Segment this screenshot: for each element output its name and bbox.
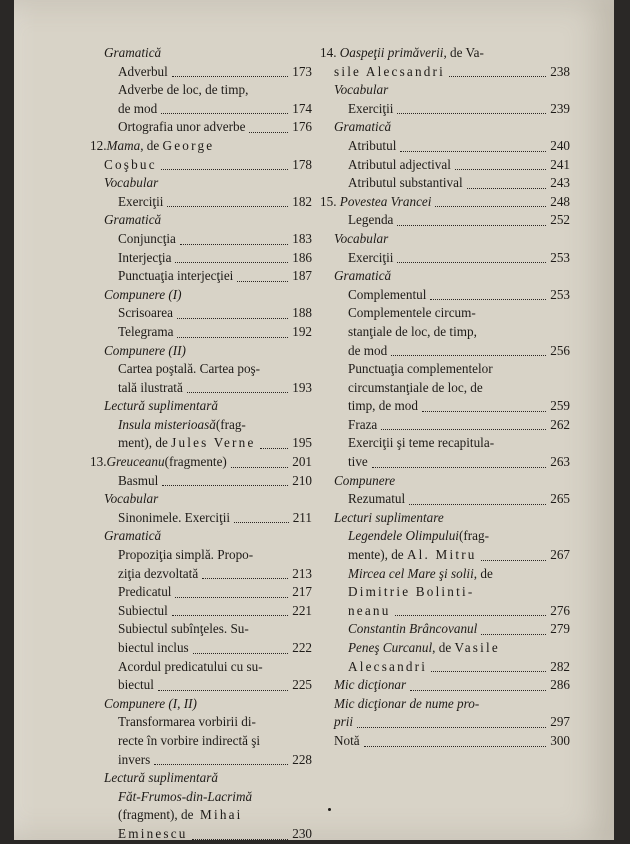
toc-entry-line: Peneş Curcanul , de Vasile xyxy=(348,640,500,655)
toc-entry: Punctuaţia interjecţiei 187 xyxy=(118,268,312,284)
toc-entry-line: Adverbe de loc, de timp, xyxy=(118,82,249,98)
toc-entry: Complementul 253 xyxy=(348,286,570,302)
chapter-entry: Coşbuc 178 xyxy=(104,156,312,172)
section-heading: Vocabular xyxy=(334,82,389,98)
section-heading: Lectură suplimentară xyxy=(104,770,218,786)
toc-entry: Notă 300 xyxy=(334,732,570,748)
toc-entry: Fraza 262 xyxy=(348,416,570,432)
toc-entry: Constantin Brâncovanul 279 xyxy=(348,621,570,637)
section-heading: Lecturi suplimentare xyxy=(334,509,444,525)
toc-entry: de mod 174 xyxy=(118,100,312,116)
toc-entry: Sinonimele. Exerciţii 211 xyxy=(118,509,312,525)
section-heading: Gramatică xyxy=(104,528,162,544)
toc-entry: biectul 225 xyxy=(118,677,312,693)
toc-entry: Telegrama 192 xyxy=(118,323,312,339)
section-heading: Compunere (I) xyxy=(104,286,182,302)
toc-entry-line: (fragment), de Mihai xyxy=(118,807,243,823)
toc-entry: Conjuncţia 183 xyxy=(118,230,312,246)
toc-entry: Mic dicţionar 286 xyxy=(334,677,570,693)
toc-entry: tală ilustrată 193 xyxy=(118,379,312,395)
toc-entry-line: Propoziţia simplă. Propo- xyxy=(118,547,254,563)
toc-entry-line: Insula misterioasă (frag- xyxy=(118,416,246,432)
toc-entry: timp, de mod 259 xyxy=(348,398,570,414)
toc-entry: neanu 276 xyxy=(348,602,570,618)
toc-entry: invers 228 xyxy=(118,751,312,767)
toc-entry: Rezumatul 265 xyxy=(348,491,570,507)
toc-entry-line: Făt-Frumos-din-Lacrimă xyxy=(118,788,253,804)
toc-entry: tive 263 xyxy=(348,454,570,470)
toc-entry: prii 297 xyxy=(334,714,570,730)
toc-entry-line: recte în vorbire indirectă şi xyxy=(118,732,261,748)
toc-right-column xyxy=(320,44,570,751)
toc-entry-line: Cartea poştală. Cartea poş- xyxy=(118,361,261,377)
section-heading: Vocabular xyxy=(104,175,159,191)
toc-entry-line: Legendele Olimpului (frag- xyxy=(348,528,489,544)
chapter-entry-line: 14. Oaspeţii primăverii , de Va- xyxy=(320,45,484,60)
toc-entry: Adverbul 173 xyxy=(118,63,312,79)
toc-entry: Subiectul 221 xyxy=(118,602,312,618)
toc-entry: Scrisoarea 188 xyxy=(118,305,312,321)
toc-entry: de mod 256 xyxy=(348,342,570,358)
toc-entry: Atributul 240 xyxy=(348,137,570,153)
section-heading: Compunere (I, II) xyxy=(104,695,197,711)
section-heading: Lectură suplimentară xyxy=(104,398,218,414)
toc-entry-line: Exerciţii şi teme recapitula- xyxy=(348,435,495,451)
section-heading: Compunere (II) xyxy=(104,342,186,358)
section-heading: Gramatică xyxy=(104,45,162,60)
chapter-entry: 13. Greuceanu (fragmente) 201 xyxy=(90,454,312,470)
section-heading: Gramatică xyxy=(334,119,392,135)
page-mark xyxy=(328,808,331,811)
toc-entry: Eminescu 230 xyxy=(118,825,312,841)
toc-entry: Exerciţii 253 xyxy=(348,249,570,265)
toc-entry-line: Complementele circum- xyxy=(348,305,476,321)
section-heading: Vocabular xyxy=(334,230,389,246)
toc-entry-line: Dimitrie Bolinti- xyxy=(348,584,475,600)
section-heading: Gramatică xyxy=(334,268,392,284)
toc-entry-line: Transformarea vorbirii di- xyxy=(118,714,256,730)
toc-entry: Ortografia unor adverbe 176 xyxy=(118,119,312,135)
section-heading: Compunere xyxy=(334,472,396,488)
toc-entry-line: circumstanţiale de loc, de xyxy=(348,379,483,395)
book-page xyxy=(14,0,614,840)
toc-entry: Exerciţii 182 xyxy=(118,193,312,209)
section-heading: Vocabular xyxy=(104,491,159,507)
toc-entry: Alecsandri 282 xyxy=(348,658,570,674)
toc-entry-line: Acordul predicatului cu su- xyxy=(118,658,263,674)
toc-entry-line: Mircea cel Mare şi solii , de xyxy=(348,565,493,581)
toc-left-column xyxy=(90,44,312,844)
toc-entry: ment), de Jules Verne 195 xyxy=(118,435,312,451)
toc-entry: Atributul adjectival 241 xyxy=(348,156,570,172)
toc-entry: Legenda 252 xyxy=(348,212,570,228)
toc-entry-line: Mic dicţionar de nume pro- xyxy=(334,695,480,711)
toc-entry-line: stanţiale de loc, de timp, xyxy=(348,323,477,339)
toc-entry: mente), de Al. Mitru 267 xyxy=(348,547,570,563)
chapter-entry-line: 12. Mama , de George xyxy=(90,137,215,153)
toc-entry: biectul inclus 222 xyxy=(118,640,312,655)
toc-entry: Basmul 210 xyxy=(118,472,312,488)
toc-entry: ziţia dezvoltată 213 xyxy=(118,565,312,581)
toc-entry: Atributul substantival 243 xyxy=(348,175,570,191)
toc-entry: Interjecţia 186 xyxy=(118,249,312,265)
chapter-entry: 15. Povestea Vrancei 248 xyxy=(320,193,570,209)
chapter-entry: sile Alecsandri 238 xyxy=(334,63,570,79)
toc-entry: Predicatul 217 xyxy=(118,584,312,600)
toc-entry-line: Punctuaţia complementelor xyxy=(348,361,493,377)
toc-entry-line: Subiectul subînţeles. Su- xyxy=(118,621,249,637)
toc-entry: Exerciţii 239 xyxy=(348,100,570,116)
section-heading: Gramatică xyxy=(104,212,162,228)
